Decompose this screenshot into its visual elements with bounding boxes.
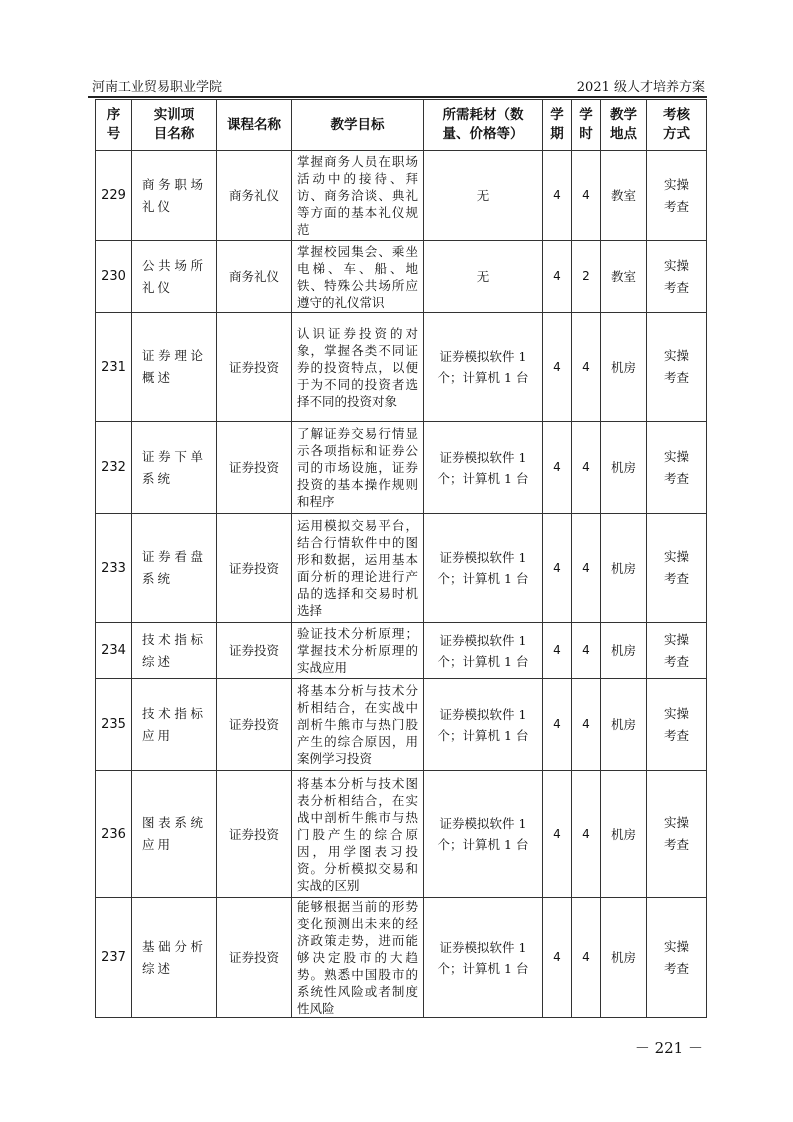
cell-exam: 实操考查 bbox=[647, 514, 707, 623]
header-rule bbox=[88, 96, 707, 98]
header-place: 教学地点 bbox=[601, 100, 647, 151]
cell-hours: 4 bbox=[572, 514, 601, 623]
cell-term: 4 bbox=[543, 679, 572, 771]
cell-exam: 实操考查 bbox=[647, 623, 707, 679]
cell-exam: 实操考查 bbox=[647, 313, 707, 422]
cell-course-name: 商务礼仪 bbox=[217, 241, 292, 313]
cell-course-name: 证券投资 bbox=[217, 771, 292, 898]
cell-teaching-goal: 能够根据当前的形势变化预测出未来的经济政策走势，进而能够决定股市的大趋势。熟悉中国股市的系统性风险或者制度性风险 bbox=[292, 898, 424, 1018]
cell-exam: 实操考查 bbox=[647, 422, 707, 514]
cell-teaching-goal: 验证技术分析原理；掌握技术分析原理的实战应用 bbox=[292, 623, 424, 679]
cell-teaching-goal: 认识证券投资的对象，掌握各类不同证券的投资特点，以便于为不同的投资者选择不同的投资对象 bbox=[292, 313, 424, 422]
cell-course-name: 商务礼仪 bbox=[217, 151, 292, 241]
header-teaching-goal: 教学目标 bbox=[292, 100, 424, 151]
cell-item-name: 技术指标应用 bbox=[132, 679, 217, 771]
cell-term: 4 bbox=[543, 898, 572, 1018]
header-course-name: 课程名称 bbox=[217, 100, 292, 151]
cell-place: 机房 bbox=[601, 623, 647, 679]
cell-seq: 231 bbox=[96, 313, 132, 422]
cell-term: 4 bbox=[543, 771, 572, 898]
cell-place: 机房 bbox=[601, 422, 647, 514]
page-number: － 221 － bbox=[634, 1039, 703, 1057]
cell-item-name: 技术指标综述 bbox=[132, 623, 217, 679]
cell-course-name: 证券投资 bbox=[217, 623, 292, 679]
table-row bbox=[96, 898, 707, 1018]
cell-seq: 232 bbox=[96, 422, 132, 514]
header-term: 学期 bbox=[543, 100, 572, 151]
table-row bbox=[96, 514, 707, 623]
cell-item-name: 图表系统应用 bbox=[132, 771, 217, 898]
cell-hours: 4 bbox=[572, 623, 601, 679]
table-row bbox=[96, 151, 707, 241]
cell-term: 4 bbox=[543, 514, 572, 623]
cell-materials: 无 bbox=[424, 241, 543, 313]
training-project-table bbox=[95, 99, 707, 1018]
header-plan-title: 2021 级人才培养方案 bbox=[576, 80, 705, 95]
cell-course-name: 证券投资 bbox=[217, 898, 292, 1018]
cell-seq: 234 bbox=[96, 623, 132, 679]
cell-item-name: 基础分析综述 bbox=[132, 898, 217, 1018]
cell-hours: 4 bbox=[572, 151, 601, 241]
cell-place: 机房 bbox=[601, 679, 647, 771]
cell-seq: 230 bbox=[96, 241, 132, 313]
cell-hours: 4 bbox=[572, 898, 601, 1018]
cell-teaching-goal: 了解证券交易行情显示各项指标和证券公司的市场设施，证券投资的基本操作规则和程序 bbox=[292, 422, 424, 514]
cell-hours: 4 bbox=[572, 771, 601, 898]
cell-seq: 237 bbox=[96, 898, 132, 1018]
cell-teaching-goal: 将基本分析与技术分析相结合，在实战中剖析牛熊市与热门股产生的综合原因，用案例学习投资 bbox=[292, 679, 424, 771]
cell-item-name: 证券看盘系统 bbox=[132, 514, 217, 623]
cell-term: 4 bbox=[543, 422, 572, 514]
cell-teaching-goal: 掌握商务人员在职场活动中的接待、拜访、商务洽谈、典礼等方面的基本礼仪规范 bbox=[292, 151, 424, 241]
table-header-row bbox=[96, 100, 707, 151]
cell-seq: 236 bbox=[96, 771, 132, 898]
cell-seq: 229 bbox=[96, 151, 132, 241]
cell-place: 机房 bbox=[601, 313, 647, 422]
table-row bbox=[96, 241, 707, 313]
cell-place: 机房 bbox=[601, 771, 647, 898]
cell-course-name: 证券投资 bbox=[217, 313, 292, 422]
header-seq: 序号 bbox=[96, 100, 132, 151]
cell-seq: 233 bbox=[96, 514, 132, 623]
header-exam: 考核方式 bbox=[647, 100, 707, 151]
cell-teaching-goal: 掌握校园集会、乘坐电梯、车、船、地铁、特殊公共场所应遵守的礼仪常识 bbox=[292, 241, 424, 313]
cell-term: 4 bbox=[543, 623, 572, 679]
cell-exam: 实操考查 bbox=[647, 241, 707, 313]
cell-term: 4 bbox=[543, 151, 572, 241]
cell-exam: 实操考查 bbox=[647, 679, 707, 771]
cell-place: 机房 bbox=[601, 514, 647, 623]
cell-materials: 证券模拟软件 1 个；计算机 1 台 bbox=[424, 422, 543, 514]
table-row bbox=[96, 313, 707, 422]
cell-term: 4 bbox=[543, 313, 572, 422]
cell-place: 教室 bbox=[601, 241, 647, 313]
table-row bbox=[96, 771, 707, 898]
cell-seq: 235 bbox=[96, 679, 132, 771]
cell-materials: 证券模拟软件 1 个；计算机 1 台 bbox=[424, 771, 543, 898]
cell-hours: 4 bbox=[572, 679, 601, 771]
cell-item-name: 证券下单系统 bbox=[132, 422, 217, 514]
cell-term: 4 bbox=[543, 241, 572, 313]
table-row bbox=[96, 679, 707, 771]
cell-place: 教室 bbox=[601, 151, 647, 241]
cell-course-name: 证券投资 bbox=[217, 422, 292, 514]
header-materials: 所需耗材（数量、价格等） bbox=[424, 100, 543, 151]
cell-materials: 证券模拟软件 1 个；计算机 1 台 bbox=[424, 514, 543, 623]
header-school-name: 河南工业贸易职业学院 bbox=[92, 80, 223, 95]
cell-materials: 证券模拟软件 1 个；计算机 1 台 bbox=[424, 313, 543, 422]
cell-teaching-goal: 运用模拟交易平台，结合行情软件中的图形和数据，运用基本面分析的理论进行产品的选择和交易时机选择 bbox=[292, 514, 424, 623]
cell-exam: 实操考查 bbox=[647, 771, 707, 898]
cell-course-name: 证券投资 bbox=[217, 679, 292, 771]
cell-materials: 证券模拟软件 1 个；计算机 1 台 bbox=[424, 898, 543, 1018]
cell-item-name: 公共场所礼仪 bbox=[132, 241, 217, 313]
cell-materials: 无 bbox=[424, 151, 543, 241]
table-row bbox=[96, 422, 707, 514]
cell-item-name: 证券理论概述 bbox=[132, 313, 217, 422]
cell-materials: 证券模拟软件 1 个；计算机 1 台 bbox=[424, 623, 543, 679]
cell-course-name: 证券投资 bbox=[217, 514, 292, 623]
cell-hours: 4 bbox=[572, 313, 601, 422]
cell-teaching-goal: 将基本分析与技术图表分析相结合，在实战中剖析牛熊市与热门股产生的综合原因，用学图表习投资。分析模拟交易和实战的区别 bbox=[292, 771, 424, 898]
cell-hours: 4 bbox=[572, 422, 601, 514]
cell-exam: 实操考查 bbox=[647, 898, 707, 1018]
header-item-name: 实训项目名称 bbox=[132, 100, 217, 151]
table-row bbox=[96, 623, 707, 679]
cell-place: 机房 bbox=[601, 898, 647, 1018]
cell-item-name: 商务职场礼仪 bbox=[132, 151, 217, 241]
header-hours: 学时 bbox=[572, 100, 601, 151]
cell-hours: 2 bbox=[572, 241, 601, 313]
cell-materials: 证券模拟软件 1 个；计算机 1 台 bbox=[424, 679, 543, 771]
cell-exam: 实操考查 bbox=[647, 151, 707, 241]
